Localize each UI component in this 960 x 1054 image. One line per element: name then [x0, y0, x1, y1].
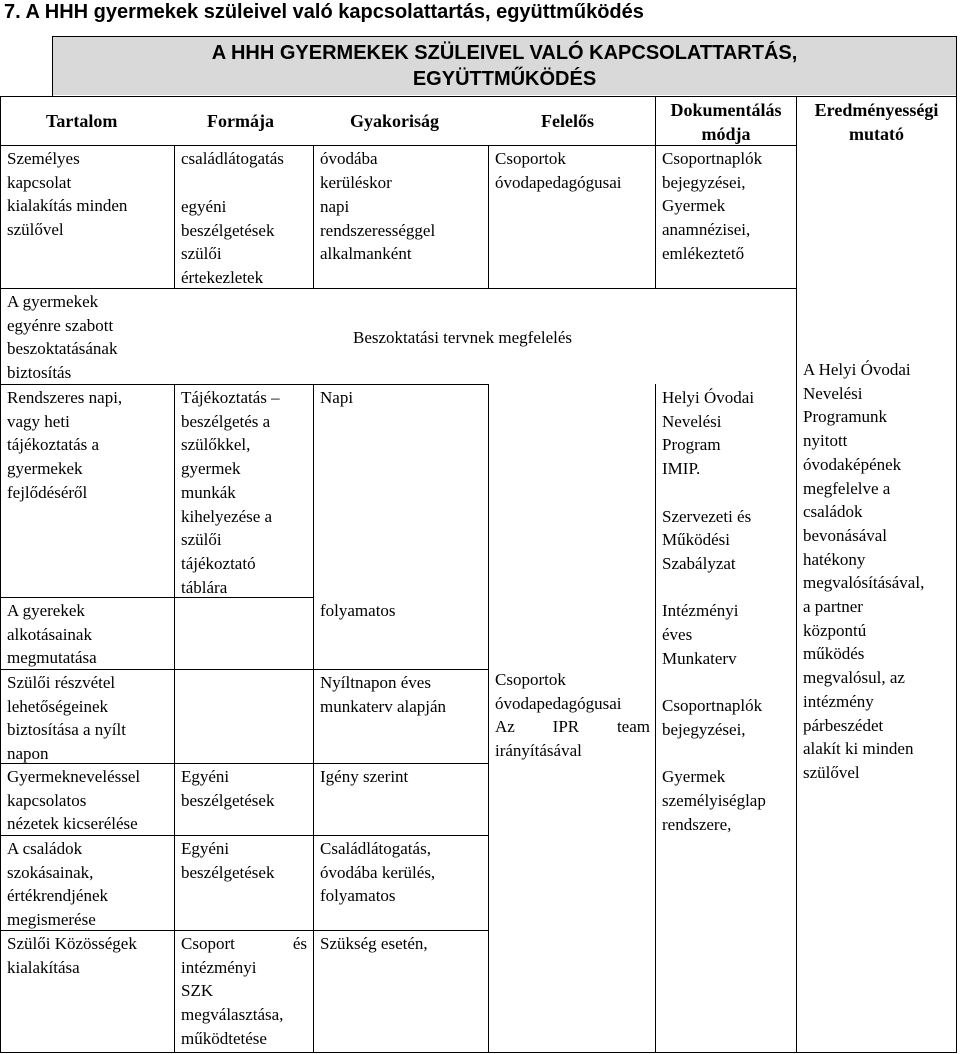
gyakorisag-alkalmankent: alkalmanként: [320, 244, 412, 263]
header-formaja: Formája: [207, 111, 274, 131]
tartalom-szuloi-reszvetel: Szülői részvétel lehetőségeinek biztosítása a nyílt napon: [7, 673, 126, 764]
gyakorisag-ovodaba-kereleskor: óvodába kerüléskor: [320, 149, 392, 192]
header-gyakorisag: Gyakoriság: [350, 111, 440, 131]
tartalom-szuloi-kozossegek: Szülői Közösségek kialakítása: [7, 934, 137, 977]
rule: [0, 1052, 957, 1053]
beszoktatasi-terv: Beszoktatási tervnek megfelelés: [353, 328, 573, 347]
dokumentalas-dokumentumok: Helyi Óvodai Nevelési Program IMIP. Szervezeti és Működési Szabályzat Intézményi éves Munkaterv Csoportnaplók bejegyzései, Gyermek személyiséglap rendszere,: [662, 388, 766, 834]
formaja-egyeni-beszelgetesek-3: Egyéni beszélgetések: [181, 839, 275, 882]
formaja-tajekoztatas: Tájékoztatás – beszélgetés a szülőkkel, gyermek munkák kihelyezése a szülői tájékoztató táblára: [181, 388, 280, 597]
tartalom-alkotasok: A gyerekek alkotásainak megmutatása: [7, 601, 97, 668]
gyakorisag-igeny-szerint: Igény szerint: [320, 767, 409, 786]
rule: [313, 384, 314, 1053]
formaja-szk: Csoport és intézményi SZK megválasztása, működtetése: [181, 934, 307, 1048]
eredmenyessegi-mutato-text: A Helyi Óvodai Nevelési Programunk nyitott óvodaképének megfelelve a családok bevonásával hatékony megvalósításával, a partner központú működés megvalósul, az intézmény párbeszédet alakít ki minden szülővel: [803, 360, 925, 782]
gyakorisag-napi: Napi: [320, 388, 354, 407]
rule: [488, 384, 489, 1053]
gyakorisag-folyamatos: folyamatos: [320, 601, 396, 620]
formaja-szuloi-ertekezletek: szülői értekezletek: [181, 244, 264, 287]
formaja-egyeni-beszelgetesek: egyéni beszélgetések: [181, 197, 275, 240]
header-dokumentalas: Dokumentálás módja: [670, 100, 782, 144]
header-felelos: Felelős: [541, 111, 594, 131]
rule: [174, 145, 175, 289]
rule: [313, 145, 314, 289]
rule: [52, 36, 957, 37]
formaja-csaladlatogatas: családlátogatás: [181, 149, 284, 168]
rule: [488, 145, 489, 289]
rule: [796, 96, 797, 1053]
rule: [0, 96, 957, 97]
gyakorisag-napi-rendszeresseggel: napi rendszerességgel: [320, 197, 436, 240]
table-title: A HHH GYERMEKEK SZÜLEIVEL VALÓ KAPCSOLATTARTÁS, EGYÜTTMŰKÖDÉS: [211, 42, 798, 90]
gyakorisag-szukseg-eseten: Szükség esetén,: [320, 934, 428, 953]
felelos-ipr-team: Csoportok óvodapedagógusai Az IPR team irányításával: [495, 670, 650, 761]
header-eredmenyessegi-mutato: Eredményességi mutató: [814, 100, 939, 144]
rule: [655, 384, 656, 1053]
formaja-egyeni-beszelgetesek-2: Egyéni beszélgetések: [181, 767, 275, 810]
rule: [0, 96, 1, 1053]
gyakorisag-csaladlatogatas: Családlátogatás, óvodába kerülés, folyamatos: [320, 839, 436, 906]
header-tartalom: Tartalom: [46, 111, 118, 131]
section-heading: 7. A HHH gyermekek szüleivel való kapcsolattartás, együttműködés: [4, 1, 644, 23]
tartalom-szemelyes-kapcsolat: Személyes kapcsolat kialakítás minden szülővel: [7, 149, 128, 240]
tartalom-szokasok: A családok szokásainak, értékrendjének megismerése: [7, 839, 108, 930]
dokumentalas-csoportnaplok: Csoportnaplók bejegyzései, Gyermek anamnézisei, emlékeztető: [662, 149, 763, 263]
rule: [174, 384, 175, 1053]
gyakorisag-nyiltnapon: Nyíltnapon éves munkaterv alapján: [320, 673, 447, 716]
tartalom-beszoktatas: A gyermekek egyénre szabott beszoktatásának biztosítás: [7, 292, 118, 383]
felelos-csoportok-ovodapedagogusai: Csoportok óvodapedagógusai: [495, 149, 622, 192]
rule: [0, 288, 796, 289]
tartalom-nezetek: Gyermekneveléssel kapcsolatos nézetek kicserélése: [7, 767, 141, 834]
tartalom-rendszeres-tajekoztatas: Rendszeres napi, vagy heti tájékoztatás a gyermekek fejlődéséről: [7, 388, 123, 502]
rule: [956, 36, 957, 1053]
